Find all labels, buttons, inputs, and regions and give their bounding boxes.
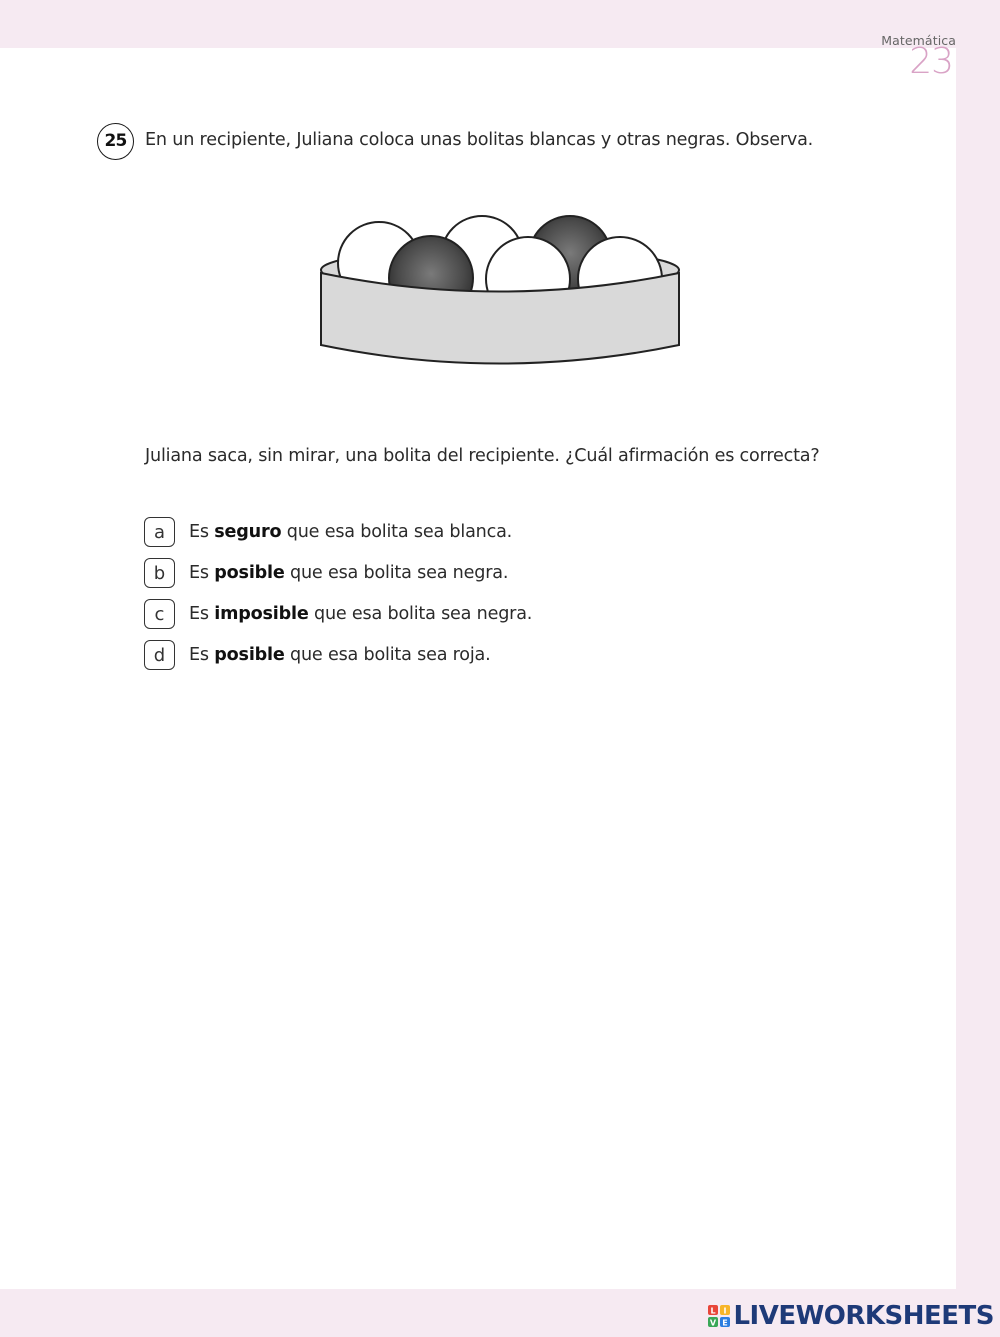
option-letter-box[interactable]: b bbox=[144, 558, 175, 588]
option-b[interactable] bbox=[144, 557, 508, 589]
question-prompt: Juliana saca, sin mirar, una bolita del recipiente. ¿Cuál afirmación es correcta? bbox=[145, 446, 820, 466]
bowl-with-balls-figure bbox=[315, 210, 685, 372]
option-text: Es imposible que esa bolita sea negra. bbox=[189, 604, 533, 624]
question-stem: En un recipiente, Juliana coloca unas bolitas blancas y otras negras. Observa. bbox=[145, 130, 814, 150]
svg-text:I: I bbox=[723, 1306, 727, 1316]
option-text: Es posible que esa bolita sea roja. bbox=[189, 645, 491, 665]
option-c[interactable] bbox=[144, 598, 532, 630]
page-number: 23 bbox=[909, 41, 953, 82]
option-letter-box[interactable]: c bbox=[144, 599, 175, 629]
liveworksheets-icon bbox=[708, 1305, 730, 1327]
svg-text:E: E bbox=[722, 1318, 729, 1327]
svg-text:L: L bbox=[710, 1306, 717, 1316]
option-text: Es posible que esa bolita sea negra. bbox=[189, 563, 509, 583]
option-text: Es seguro que esa bolita sea blanca. bbox=[189, 522, 513, 542]
option-a[interactable] bbox=[144, 516, 512, 548]
svg-text:V: V bbox=[710, 1318, 717, 1327]
subject-label: Matemática bbox=[881, 33, 956, 48]
question-number-badge: 25 bbox=[97, 123, 134, 160]
option-letter-box[interactable]: d bbox=[144, 640, 175, 670]
option-letter-box[interactable]: a bbox=[144, 517, 175, 547]
liveworksheets-logo[interactable] bbox=[708, 1301, 994, 1331]
option-d[interactable] bbox=[144, 639, 491, 671]
liveworksheets-wordmark: LIVEWORKSHEETS bbox=[733, 1301, 994, 1331]
